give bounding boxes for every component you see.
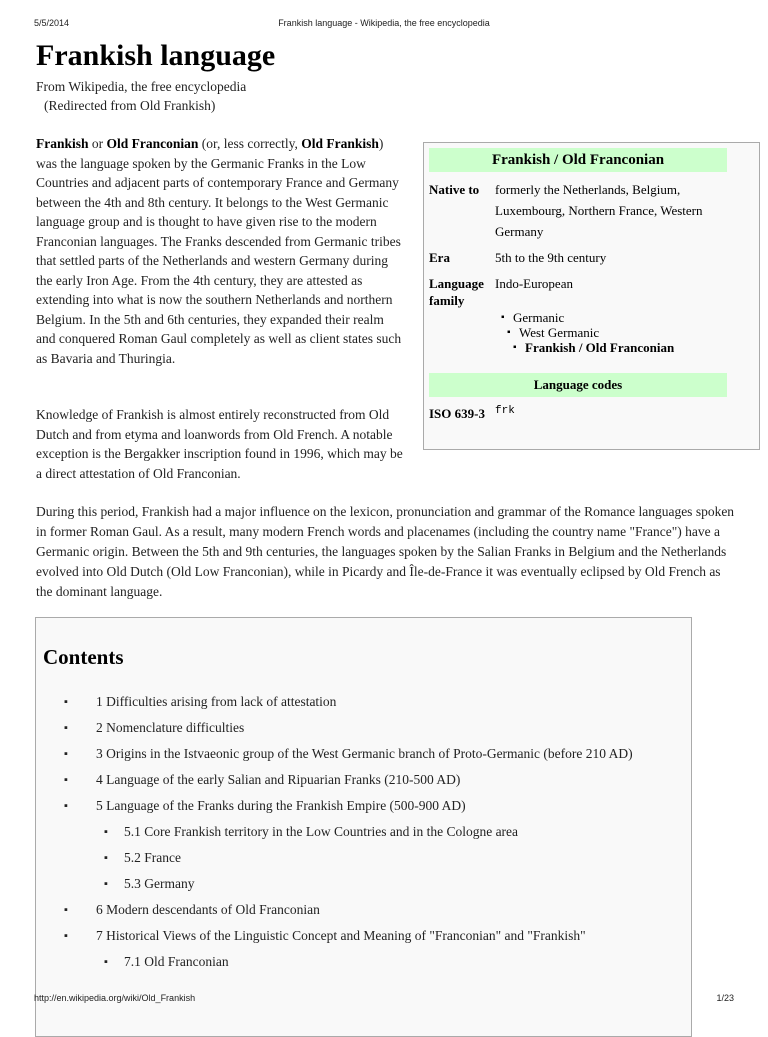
text-fragment: or — [88, 136, 107, 151]
infobox-value: 5th to the 9th century — [495, 250, 607, 265]
toc-item[interactable]: ▪ 5 Language of the Franks during the Frankish Empire (500-900 AD) — [36, 796, 633, 822]
infobox-value: formerly the Netherlands, Belgium, Luxembourg, Northern France, Western Germany — [495, 182, 703, 239]
toc-item[interactable]: ▪ 3 Origins in the Istvaeonic group of the West Germanic branch of Proto-Germanic (before 210 AD) — [36, 744, 633, 770]
toc-subitem[interactable]: ▪ 5.3 Germany — [36, 874, 633, 900]
family-tree-item[interactable]: ▪ West Germanic — [507, 325, 745, 340]
infobox-value — [495, 275, 745, 355]
redirect-notice: (Redirected from Old Frankish) — [44, 98, 216, 113]
family-root: Indo-European — [495, 276, 573, 291]
page-title: Frankish language — [36, 39, 276, 72]
term-old-franconian: Old Franconian — [106, 136, 199, 151]
toc-title: Contents — [43, 645, 124, 669]
influence-paragraph: During this period, Frankish had a major influence on the lexicon, pronunciation and grammar of the Romance languages spoken in former Roman Gaul. As a result, many modern French words and placenames (including the country name "France") have a Germanic origin. Between the 5th and 9th centuries, the languages spoken by the Salian Franks in Belgium and the Netherlands evolved into Old Dutch (Old Low Franconian), while in Picardy and Île-de-France it was eventually eclipsed by Old French as the dominant language. — [36, 504, 735, 599]
language-codes-header: Language codes — [429, 373, 727, 397]
infobox-label: Language family — [429, 276, 484, 308]
toc-item[interactable]: ▪ 7 Historical Views of the Linguistic Concept and Meaning of "Franconian" and "Frankish" — [36, 926, 633, 952]
toc-subitem[interactable]: ▪ 5.2 France — [36, 848, 633, 874]
page-number: 1/23 — [716, 993, 734, 1003]
toc-item[interactable]: ▪ 4 Language of the early Salian and Ripuarian Franks (210-500 AD) — [36, 770, 633, 796]
print-document-title: Frankish language - Wikipedia, the free encyclopedia — [278, 18, 490, 28]
infobox-label: Native to — [429, 182, 480, 197]
term-frankish: Frankish — [36, 136, 89, 151]
family-tree — [501, 310, 745, 355]
language-infobox — [423, 142, 760, 450]
iso-code[interactable]: frk — [495, 405, 515, 417]
family-tree-item: ▪ Frankish / Old Franconian — [513, 340, 745, 355]
intro-paragraph — [36, 134, 406, 368]
toc-item[interactable]: ▪ 1 Difficulties arising from lack of attestation — [36, 692, 633, 718]
print-date: 5/5/2014 — [34, 18, 70, 28]
table-of-contents — [35, 617, 692, 1037]
site-tagline: From Wikipedia, the free encyclopedia — [36, 79, 247, 94]
toc-item[interactable]: ▪ 6 Modern descendants of Old Franconian — [36, 900, 633, 926]
infobox-label: ISO 639-3 — [429, 406, 485, 421]
infobox-label: Era — [429, 250, 450, 265]
toc-list — [36, 692, 633, 978]
term-old-frankish: Old Frankish — [301, 136, 379, 151]
text-fragment: ) was the language spoken by the Germanic Franks in the Low Countries and adjacent parts of contemporary France and Germany between the 4th and 8th century. It belongs to the West Germanic language group and is thought to have given rise to the modern Franconian languages. The Franks descended from Germanic tribes that settled parts of the Netherlands and western Germany during the early Iron Age. From the 4th century, they are attested as extending into what is now the southern Netherlands and northern Belgium. In the 5th and 6th centuries, they expanded their realm and conquered Roman Gaul completely as well as client states such as Bavaria and Thuringia. — [36, 136, 402, 366]
infobox-title: Frankish / Old Franconian — [429, 148, 727, 172]
knowledge-paragraph: Knowledge of Frankish is almost entirely reconstructed from Old Dutch and from etyma and loanwords from Old French. A notable exception is the Bergakker inscription found in 1996, which may be a direct attestation of Old Franconian. — [36, 407, 403, 481]
text-fragment: (or, less correctly, — [198, 136, 302, 151]
toc-item[interactable]: ▪ 2 Nomenclature difficulties — [36, 718, 633, 744]
family-tree-item[interactable]: ▪ Germanic — [501, 310, 745, 325]
print-url: http://en.wikipedia.org/wiki/Old_Frankish — [34, 993, 196, 1003]
toc-subitem[interactable]: ▪ 5.1 Core Frankish territory in the Low Countries and in the Cologne area — [36, 822, 633, 848]
toc-subitem[interactable]: ▪ 7.1 Old Franconian — [36, 952, 633, 978]
